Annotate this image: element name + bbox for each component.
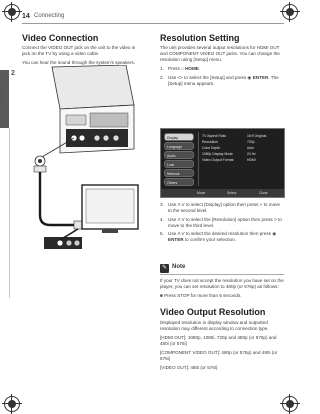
setup-menu — [160, 128, 285, 198]
tv-stand — [102, 229, 118, 233]
step-number: 3. — [160, 202, 164, 207]
menu-category: Others — [164, 178, 194, 186]
cable-plug — [34, 166, 46, 172]
resolution-setting-text — [160, 45, 284, 89]
menu-option: Video Output Format — [202, 158, 234, 162]
menu-category: Audio — [164, 151, 194, 159]
panel-block — [66, 115, 86, 125]
steps-list-b — [160, 202, 284, 244]
resolution-setting-steps-b — [160, 202, 284, 246]
paragraph: If your TV does not accept the resolution you have set on the player, you can set resolution to 480p (or 576p) as follows: — [160, 278, 284, 290]
video-out-jack-core — [38, 159, 42, 163]
menu-footer-select: Select — [227, 191, 237, 195]
tv-audio-jack — [74, 240, 79, 245]
step — [160, 75, 284, 87]
side-tab-number: 2 — [11, 70, 15, 77]
connection-diagram-graphic — [22, 65, 140, 270]
paragraph: Connect the VIDEO OUT jack on the unit to the video in jack on the TV by using a video cable. — [22, 45, 136, 57]
tv-video-in-jack — [57, 240, 62, 245]
unit-top-face — [52, 65, 134, 109]
step-number: 1. — [160, 66, 164, 72]
menu-value: 16:9 Original — [247, 134, 267, 138]
step — [160, 66, 284, 72]
paragraph — [160, 293, 284, 299]
step — [160, 202, 284, 214]
menu-value: Auto — [247, 146, 254, 150]
video-output-resolution-title: Video Output Resolution — [160, 307, 266, 317]
menu-category: Lock — [164, 160, 194, 168]
step-tail: . The [Setup] menu appears. — [168, 74, 279, 86]
menu-category: Display — [164, 133, 194, 141]
step-key: HOME — [185, 66, 199, 72]
step-key: ENTER — [252, 74, 269, 80]
step-number: 2. — [160, 74, 164, 80]
page-number: 14 — [22, 13, 30, 20]
note-rule — [160, 274, 284, 275]
menu-option: Color Depth — [202, 146, 221, 150]
step-number: 4. — [160, 216, 164, 222]
step-number: 5. — [160, 231, 164, 237]
step-text: Use <> to select the [Setup] and press — [168, 74, 248, 80]
note-stop-text: Press STOP for more than 5 seconds. — [164, 292, 242, 298]
note-text — [160, 278, 284, 302]
step — [160, 217, 284, 229]
video-connection-title: Video Connection — [22, 33, 99, 43]
resolution-setting-title: Resolution Setting — [160, 33, 240, 43]
menu-footer-move: Move — [197, 191, 206, 195]
jack — [113, 135, 118, 140]
registration-mark-bottom-left — [4, 396, 20, 412]
side-tab-label: Connecting — [0, 82, 6, 108]
side-rule — [9, 128, 10, 298]
registration-mark-top-left — [4, 4, 20, 20]
menu-footer — [161, 189, 284, 197]
menu-footer-close: Close — [259, 191, 268, 195]
paragraph: The unit provides several output resolutions for HDMI OUT and COMPONENT VIDEO OUT jacks. You can change the resolution using [Setup] menu. — [160, 45, 280, 63]
step-text: Use Λ V to select [Display] option then press > to move to the second level. — [168, 202, 280, 214]
panel-block — [90, 113, 128, 127]
cable-plug — [74, 221, 82, 229]
jack — [94, 135, 99, 140]
note-title: Note — [172, 264, 186, 270]
registration-mark-top-right — [282, 4, 298, 20]
menu-option: Resolution — [202, 140, 219, 144]
menu-option: 1080p Display Mode — [202, 152, 233, 156]
menu-option: TV Aspect Ratio — [202, 134, 227, 138]
header-rule — [22, 23, 284, 24]
tv-screen — [86, 189, 134, 223]
video-output-resolution-text — [160, 320, 284, 373]
stop-icon: ■ — [160, 292, 165, 298]
menu-value: HDMI — [247, 158, 256, 162]
menu-divider — [198, 132, 199, 186]
enter-icon: ◉ — [247, 74, 253, 80]
running-head: Connecting — [34, 13, 65, 19]
tv-audio-jack — [66, 240, 71, 245]
jack — [79, 135, 84, 140]
step — [160, 231, 284, 243]
video-cable — [40, 166, 74, 225]
menu-value: 24 Hz — [247, 152, 256, 156]
step-tail: . — [198, 66, 201, 72]
paragraph: [VIDEO OUT]: 480i (or 576i) — [160, 364, 218, 370]
registration-mark-bottom-right — [282, 396, 298, 412]
paragraph: You can hear the sound through the system's speakers. — [22, 59, 136, 65]
step-key: ENTER — [168, 237, 184, 243]
note-icon: ✎ — [161, 265, 168, 271]
step-text: Press — [168, 66, 182, 72]
steps-list-a — [160, 66, 284, 87]
step-tail: to confirm your selection. — [183, 237, 236, 243]
jack — [103, 135, 108, 140]
paragraph: [COMPONENT VIDEO OUT]: 480p (or 576p) and 480i (or 576i) — [160, 349, 278, 362]
menu-category: Network — [164, 169, 194, 177]
paragraph: Displayed resolution in display window and outputted resolution may different according to connection type. — [160, 320, 269, 332]
menu-value: 720p — [247, 140, 255, 144]
paragraph: [HDMI OUT]: 1080p, 1080i, 720p and 480p (or 576p) and 480i (or 576i) — [160, 334, 277, 347]
connection-diagram — [22, 65, 140, 270]
step-text: Use Λ V to select the desired resolution then press — [168, 231, 273, 237]
enter-icon: ◉ — [272, 231, 277, 237]
menu-category: Language — [164, 142, 194, 150]
home-icon: ⌂ — [181, 66, 186, 72]
step-text: Use Λ V to select the [Resolution] option then press > to move to the third level. — [168, 216, 282, 228]
